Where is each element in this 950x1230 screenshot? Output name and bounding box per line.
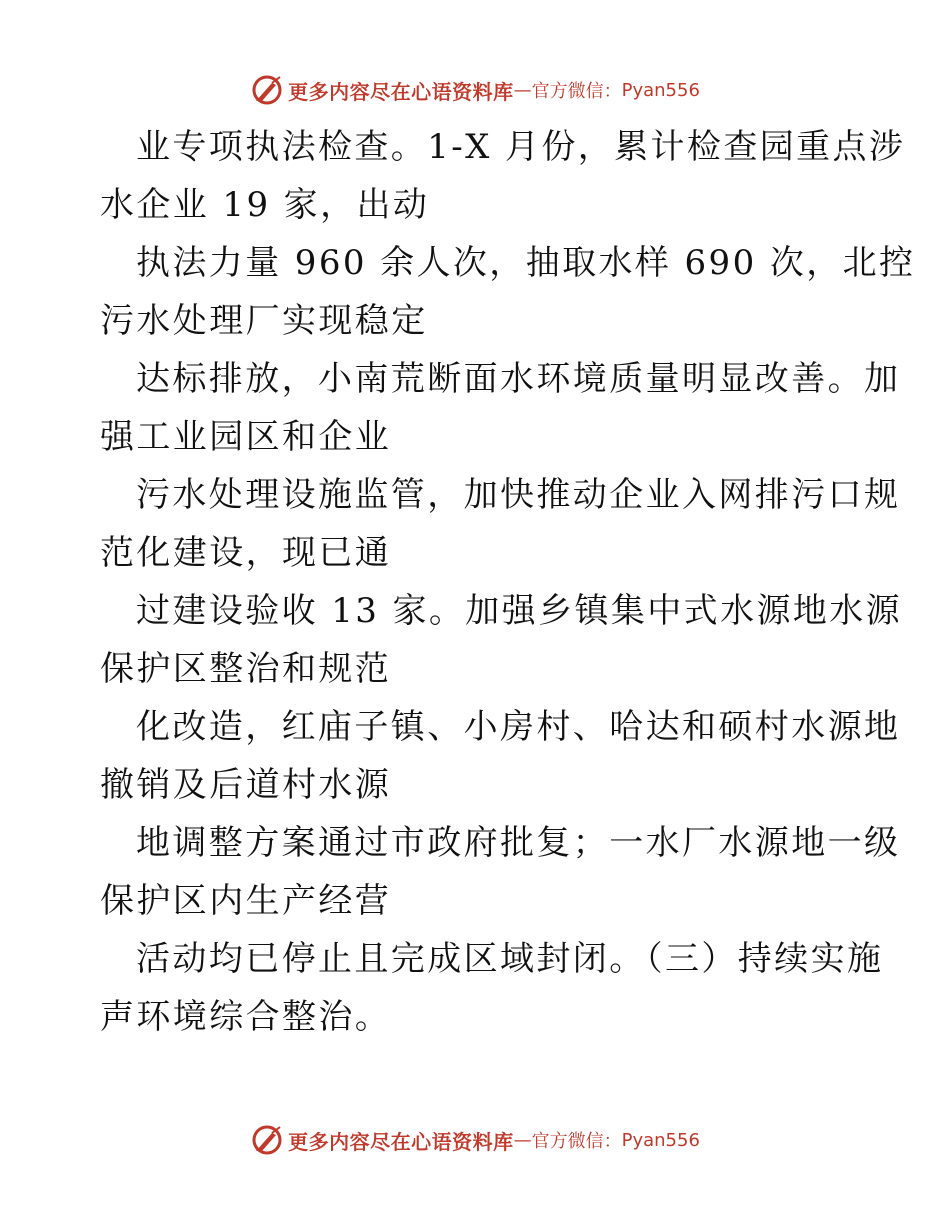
paragraph-line: 声环境综合整治。 (100, 997, 392, 1037)
banner-text: 更多内容尽在心语资料库 (288, 79, 514, 104)
paragraph (100, 582, 903, 698)
document-body (100, 118, 916, 1046)
paragraph-line: 活动均已停止且完成区域封闭。（三）持续实施 (136, 939, 884, 979)
paragraph-line: 污水处理设施监管，加快推动企业入网排污口规 (136, 475, 901, 515)
banner-text: 更多内容尽在心语资料库 (288, 1129, 514, 1154)
header-banner (0, 70, 950, 110)
paragraph-line: 达标排放，小南荒断面水环境质量明显改善。加 (136, 359, 901, 399)
banner-dash: — (513, 79, 532, 101)
paragraph (100, 930, 884, 1046)
paragraph (100, 350, 901, 466)
paragraph-line: 强工业园区和企业 (100, 417, 392, 457)
wechat-id: Pyan556 (621, 1129, 700, 1151)
paragraph (100, 466, 901, 582)
paragraph (100, 698, 901, 814)
wechat-label: 官方微信： (531, 1131, 622, 1152)
paragraph-line: 范化建设，现已通 (100, 533, 392, 573)
quill-seal-icon (250, 73, 284, 107)
footer-banner (0, 1120, 950, 1160)
paragraph-line: 过建设验收 13 家。加强乡镇集中式水源地水源 (136, 591, 903, 631)
paragraph-line: 地调整方案通过市政府批复；一水厂水源地一级 (136, 823, 901, 863)
paragraph-line: 执法力量 960 余人次，抽取水样 690 次，北控 (136, 243, 916, 283)
paragraph-line: 业专项执法检查。1-X 月份，累计检查园重点涉 (136, 127, 906, 167)
paragraph (100, 118, 906, 234)
wechat-id: Pyan556 (621, 79, 700, 101)
paragraph-line: 保护区内生产经营 (100, 881, 392, 921)
paragraph-line: 化改造，红庙子镇、小房村、哈达和硕村水源地 (136, 707, 901, 747)
wechat-label: 官方微信： (531, 81, 622, 102)
banner-dash: — (513, 1129, 532, 1151)
quill-seal-icon (250, 1123, 284, 1157)
paragraph-line: 水企业 19 家，出动 (100, 185, 430, 225)
paragraph (100, 814, 901, 930)
paragraph-line: 撤销及后道村水源 (100, 765, 392, 805)
paragraph-line: 污水处理厂实现稳定 (100, 301, 428, 341)
paragraph (100, 234, 916, 350)
paragraph-line: 保护区整治和规范 (100, 649, 392, 689)
